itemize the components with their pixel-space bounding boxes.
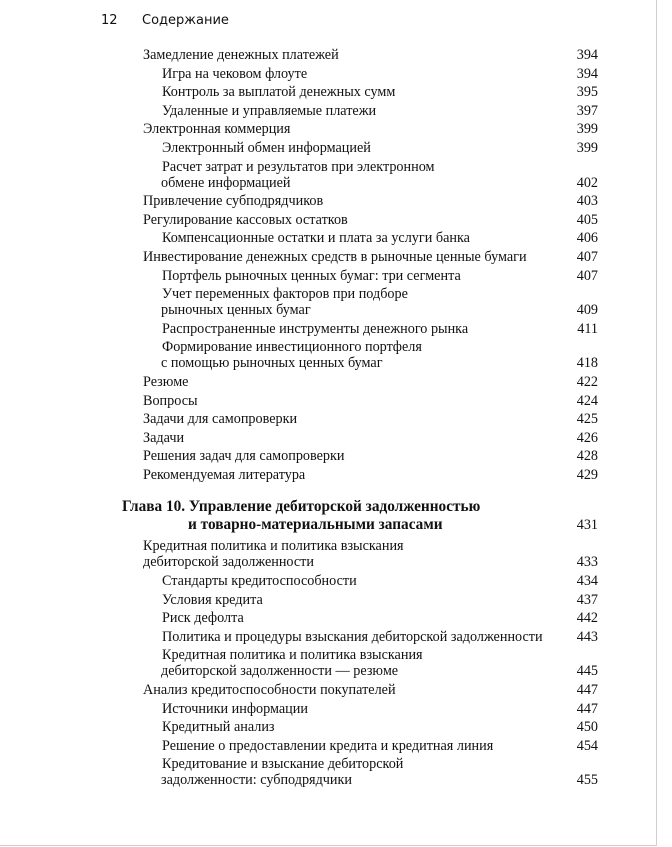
toc-entry-title: Игра на чековом флоуте — [162, 65, 308, 82]
toc-entry — [0, 430, 656, 449]
toc-entry-title: Инвестирование денежных средств в рыночные ценные бумаги — [143, 248, 527, 265]
toc-page-number: 434 — [576, 573, 598, 590]
toc-page-number: 447 — [576, 682, 598, 699]
toc-page-number: 428 — [576, 448, 598, 465]
toc-page-number: 425 — [576, 411, 598, 428]
toc-entry — [0, 140, 656, 159]
toc-page-number: 450 — [576, 719, 598, 736]
toc-entry-title: Удаленные и управляемые платежи — [162, 102, 377, 119]
toc-entry — [0, 339, 656, 374]
toc-entry-title: Задачи — [143, 429, 185, 446]
toc-entry-title: Электронная коммерция — [143, 121, 291, 138]
toc-page-number: 405 — [576, 211, 598, 228]
toc-page-number: 445 — [576, 663, 598, 680]
toc-entry — [0, 538, 656, 573]
toc-page-number: 407 — [576, 267, 598, 284]
toc-entry — [0, 573, 656, 592]
toc-entry-title: Компенсационные остатки и плата за услуги банка — [162, 230, 470, 247]
toc-entry-title: Регулирование кассовых остатков — [143, 211, 348, 228]
toc-entry — [0, 467, 656, 486]
toc-entry — [0, 286, 656, 321]
toc-page-number: 418 — [576, 355, 598, 372]
toc-entry-title: Электронный обмен информацией — [162, 139, 371, 156]
toc-page-number: 455 — [576, 772, 598, 789]
toc-entry — [0, 647, 656, 682]
toc-entry — [0, 411, 656, 430]
toc-entry-title: и товарно-материальными запасами — [188, 516, 443, 534]
toc-entry — [0, 193, 656, 212]
toc-page-number: 426 — [576, 429, 598, 446]
toc-page-number: 407 — [576, 248, 598, 265]
toc-entry-title: Решение о предоставлении кредита и кредитная линия — [162, 737, 494, 754]
toc-entry — [0, 448, 656, 467]
toc-page-number: 433 — [576, 554, 598, 571]
toc-entry — [0, 610, 656, 629]
toc-entry-title: Кредитная политика и политика взыскания — [143, 538, 404, 555]
toc-entry-title: Вопросы — [143, 392, 198, 409]
toc-entry-title: Кредитный анализ — [162, 719, 275, 736]
toc-page-number: 406 — [576, 230, 598, 247]
toc-page-number: 399 — [576, 121, 598, 138]
toc-entry-title: рыночных ценных бумаг — [161, 302, 311, 319]
toc-page-number: 409 — [576, 302, 598, 319]
toc-page-number: 454 — [576, 737, 598, 754]
toc-page-number: 403 — [576, 193, 598, 210]
toc-entry-title: Анализ кредитоспособности покупателей — [143, 682, 396, 699]
toc-page-number: 443 — [576, 628, 598, 645]
toc-entry — [0, 756, 656, 791]
toc-entry-title: Кредитование и взыскание дебиторской — [162, 756, 404, 773]
toc-page-number: 429 — [576, 466, 598, 483]
toc-entry-title: Расчет затрат и результатов при электронном — [162, 158, 435, 175]
toc-entry — [0, 374, 656, 393]
toc-page-number: 442 — [576, 610, 598, 627]
toc-page-number: 399 — [576, 139, 598, 156]
toc-page-number: 402 — [576, 174, 598, 191]
toc-page-number: 411 — [577, 320, 598, 337]
toc-entry-title: Стандарты кредитоспособности — [162, 573, 357, 590]
toc-entry — [0, 682, 656, 701]
toc-page-number: 397 — [576, 102, 598, 119]
toc-entry-title: Условия кредита — [162, 591, 263, 608]
toc-entry — [0, 66, 656, 85]
running-header: Содержание — [142, 13, 229, 28]
toc-entry — [0, 701, 656, 720]
toc-entry — [0, 393, 656, 412]
toc-entry — [0, 47, 656, 66]
toc-entry — [0, 249, 656, 268]
toc-entry-title: Портфель рыночных ценных бумаг: три сегмента — [162, 267, 461, 284]
toc-entry-title: Глава 10. Управление дебиторской задолженностью — [122, 498, 481, 516]
toc-entry — [0, 592, 656, 611]
toc-entry-title: Задачи для самопроверки — [143, 411, 298, 428]
toc-entry-title: Резюме — [143, 373, 189, 390]
toc-page-number: 394 — [576, 65, 598, 82]
toc-page-number: 395 — [576, 84, 598, 101]
toc-entry-title: Риск дефолта — [162, 610, 244, 627]
toc-entry-title: задолженности: субподрядчики — [161, 772, 353, 789]
toc-chapter-heading — [0, 498, 656, 538]
toc-entry-title: с помощью рыночных ценных бумаг — [161, 355, 383, 372]
toc-entry-title: Учет переменных факторов при подборе — [162, 286, 408, 303]
toc-entry — [0, 212, 656, 231]
toc-entry — [0, 321, 656, 340]
toc-page-number: 394 — [576, 47, 598, 63]
toc-entry-title: Рекомендуемая литература — [143, 466, 306, 483]
toc-entry — [0, 103, 656, 122]
toc-entry-title: Привлечение субподрядчиков — [143, 193, 324, 210]
toc-entry — [0, 629, 656, 648]
toc-entry — [0, 84, 656, 103]
toc-entry-title: Кредитная политика и политика взыскания — [162, 647, 423, 664]
toc-page-number: 424 — [576, 392, 598, 409]
toc-page-number: 437 — [576, 591, 598, 608]
toc-entry-title: дебиторской задолженности — [143, 554, 314, 571]
table-of-contents — [0, 47, 656, 791]
toc-entry-title: Политика и процедуры взыскания дебиторской задолженности — [162, 628, 543, 645]
toc-entry — [0, 230, 656, 249]
toc-entry-title: Замедление денежных платежей — [143, 47, 339, 63]
toc-entry-title: Формирование инвестиционного портфеля — [162, 339, 422, 356]
toc-entry — [0, 268, 656, 287]
toc-page-number: 447 — [576, 700, 598, 717]
toc-entry-title: Решения задач для самопроверки — [143, 448, 345, 465]
toc-entry-title: обмене информацией — [161, 174, 291, 191]
toc-entry — [0, 159, 656, 194]
toc-page-number: 422 — [576, 373, 598, 390]
toc-entry-title: Контроль за выплатой денежных сумм — [162, 84, 396, 101]
page-number: 12 — [101, 13, 118, 28]
toc-entry-title: Распространенные инструменты денежного рынка — [162, 320, 469, 337]
toc-page-number: 431 — [576, 517, 598, 534]
toc-entry — [0, 121, 656, 140]
toc-entry-title: дебиторской задолженности — резюме — [161, 663, 399, 680]
toc-entry — [0, 719, 656, 738]
toc-entry-title: Источники информации — [162, 700, 308, 717]
toc-entry — [0, 738, 656, 757]
